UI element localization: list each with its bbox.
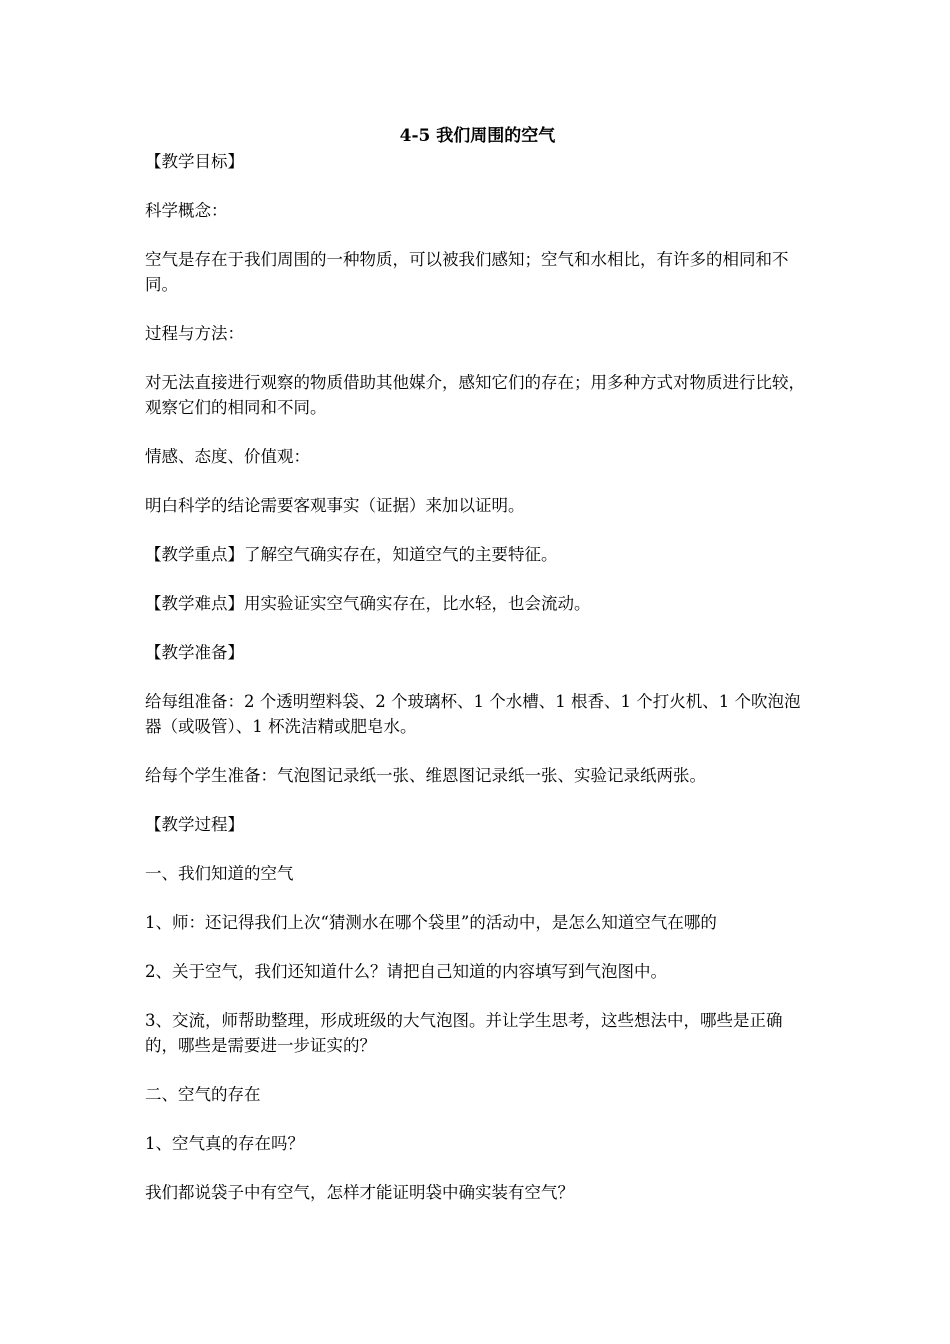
paragraph-difficulties: 【教学难点】用实验证实空气确实存在，比水轻，也会流动。 bbox=[145, 594, 591, 613]
list-item-3: 3、交流，师帮助整理，形成班级的大气泡图。并让学生思考，这些想法中，哪些是正确的，哪些是需要进一步证实的？ bbox=[145, 1011, 783, 1055]
subheading-values: 情感、态度、价值观： bbox=[145, 447, 310, 466]
paragraph-values: 明白科学的结论需要客观事实（证据）来加以证明。 bbox=[145, 496, 525, 515]
list-item-1: 1、师：还记得我们上次“猜测水在哪个袋里”的活动中，是怎么知道空气在哪的 bbox=[145, 913, 717, 932]
list-item-air-exists: 1、空气真的存在吗？ bbox=[145, 1134, 304, 1153]
paragraph-concepts: 空气是存在于我们周围的一种物质，可以被我们感知；空气和水相比，有许多的相同和不同。 bbox=[145, 250, 789, 294]
list-item-2: 2、关于空气，我们还知道什么？请把自己知道的内容填写到气泡图中。 bbox=[145, 962, 667, 981]
paragraph-student-materials: 给每个学生准备：气泡图记录纸一张、维恩图记录纸一张、实验记录纸两张。 bbox=[145, 766, 706, 785]
subheading-part-two: 二、空气的存在 bbox=[145, 1085, 261, 1104]
section-heading-process: 【教学过程】 bbox=[145, 815, 244, 834]
document-page bbox=[145, 123, 810, 1205]
document-title: 4-5 我们周围的空气 bbox=[399, 126, 556, 146]
paragraph-group-materials: 给每组准备：2 个透明塑料袋、2 个玻璃杯、1 个水槽、1 根香、1 个打火机、1 个吹泡泡器（或吸管）、1 杯洗洁精或肥皂水。 bbox=[145, 692, 801, 736]
subheading-methods: 过程与方法： bbox=[145, 324, 244, 343]
subheading-concepts: 科学概念： bbox=[145, 201, 228, 220]
section-heading-preparation: 【教学准备】 bbox=[145, 643, 244, 662]
section-heading-objectives: 【教学目标】 bbox=[145, 152, 244, 171]
paragraph-methods: 对无法直接进行观察的物质借助其他媒介，感知它们的存在；用多种方式对物质进行比较，观察它们的相同和不同。 bbox=[145, 373, 805, 417]
paragraph-bag-question: 我们都说袋子中有空气，怎样才能证明袋中确实装有空气？ bbox=[145, 1183, 574, 1202]
paragraph-key-points: 【教学重点】了解空气确实存在，知道空气的主要特征。 bbox=[145, 545, 558, 564]
subheading-part-one: 一、我们知道的空气 bbox=[145, 864, 294, 883]
